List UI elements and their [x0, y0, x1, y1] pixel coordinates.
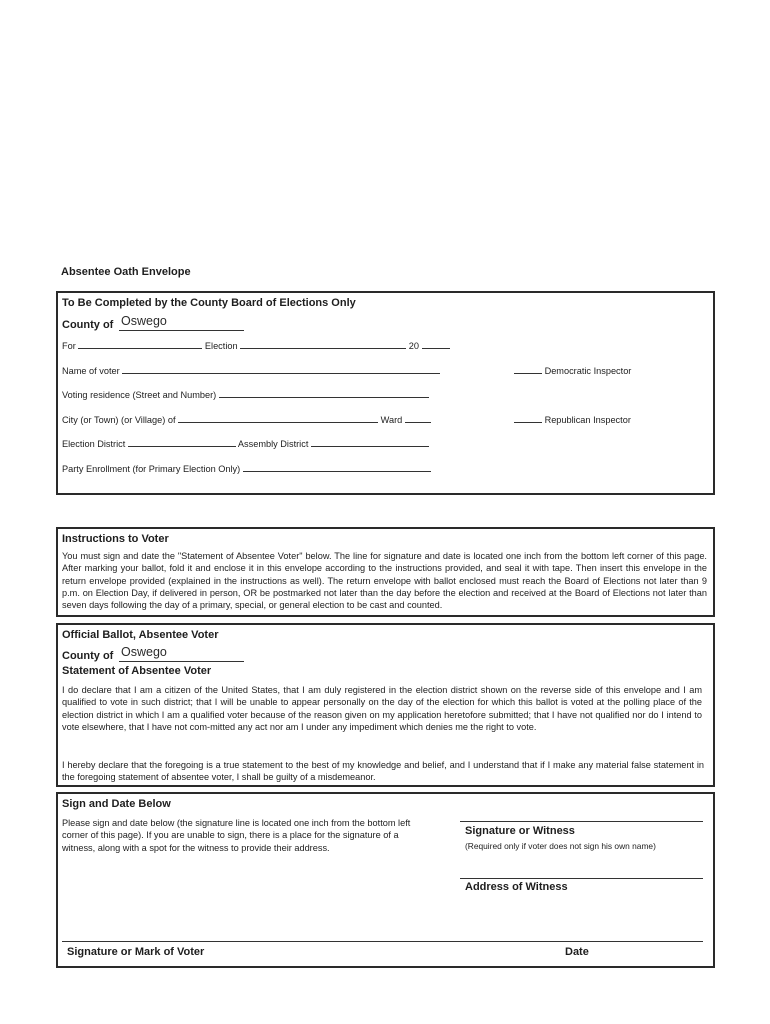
- county-field[interactable]: [119, 314, 244, 331]
- board-section: [56, 291, 715, 495]
- sign-section: [56, 792, 715, 968]
- party-field[interactable]: [243, 461, 431, 472]
- date-label: Date: [565, 946, 589, 958]
- board-heading: To Be Completed by the County Board of Elections Only: [62, 297, 356, 309]
- district-label: Election District: [62, 439, 126, 449]
- ballot-county-label: County of: [62, 650, 114, 662]
- for-label: For: [62, 341, 76, 351]
- residence-field[interactable]: [219, 387, 429, 398]
- instructions-heading: Instructions to Voter: [62, 533, 169, 545]
- witness-signature-line[interactable]: [460, 821, 703, 822]
- ward-label: Ward: [380, 415, 403, 425]
- witness-note: (Required only if voter does not sign his own name): [465, 841, 656, 851]
- address-label: Address of Witness: [465, 881, 568, 893]
- year-field[interactable]: [422, 338, 450, 349]
- residence-row: [62, 387, 429, 400]
- county-value: Oswego: [121, 314, 167, 328]
- sign-body: Please sign and date below (the signature line is located one inch from the bottom left corner of this page). If you are unable to sign, there is a place for the signature of a witness, along with a spot for the witness to provide their address.: [62, 818, 411, 853]
- statement-para-1: I do declare that I am a citizen of the United States, that I am duly registered in the election district shown on the reverse side of this envelope and I am qualified to vote in such district; that I will be unable to appear personally on the day of the election for which this ballot is voted at the polling place of the election district in which I am a qualified voter because of the reason given on my application heretofore submitted; that I have not qualified nor do I intend to vote elsewhere, that I have not com-mitted any act nor am I under any impediment which denies me the right to vote.: [62, 685, 702, 732]
- district-row: [62, 436, 429, 449]
- ballot-section: [56, 623, 715, 787]
- rep-inspector-row: [514, 412, 631, 425]
- name-row: [62, 363, 440, 376]
- for-field[interactable]: [78, 338, 202, 349]
- election-field[interactable]: [240, 338, 406, 349]
- assembly-field[interactable]: [311, 436, 429, 447]
- rep-inspector-label: Republican Inspector: [544, 415, 631, 425]
- party-label: Party Enrollment (for Primary Election Only): [62, 464, 241, 474]
- assembly-label: Assembly District: [237, 439, 309, 449]
- year-prefix: 20: [408, 341, 419, 351]
- residence-label: Voting residence (Street and Number): [62, 390, 217, 400]
- name-label: Name of voter: [62, 366, 120, 376]
- dem-inspector-label: Democratic Inspector: [544, 366, 632, 376]
- witness-address-line[interactable]: [460, 878, 703, 879]
- instructions-body: You must sign and date the "Statement of Absentee Voter" below. The line for signature and date is located one inch from the bottom left corner of this page. After marking your ballot, fold it and enclose it in this envelope according to the instructions provided, and seal it with tape. Then insert this envelope in the return envelope provided (explained in the instructions as well). The return envelope with ballot enclosed must reach the Board of Elections not later than 9 p.m. on Election Day, if delivered in person, OR be postmarked not later than the day before the election and received at the Board of Elections not later than seven days following the day of a primary, special, or general election to be cast and counted.: [62, 551, 707, 611]
- voter-signature-line[interactable]: [62, 941, 703, 942]
- statement-heading: Statement of Absentee Voter: [62, 665, 212, 677]
- ballot-heading: Official Ballot, Absentee Voter: [62, 629, 219, 641]
- city-field[interactable]: [178, 412, 378, 423]
- sign-heading: Sign and Date Below: [62, 798, 171, 810]
- rep-inspector-field[interactable]: [514, 412, 542, 423]
- election-label: Election: [204, 341, 238, 351]
- instructions-section: [56, 527, 715, 617]
- voter-signature-label: Signature or Mark of Voter: [67, 946, 205, 958]
- party-row: [62, 461, 431, 474]
- city-row: [62, 412, 431, 425]
- county-label: County of: [62, 319, 114, 331]
- district-field[interactable]: [128, 436, 236, 447]
- dem-inspector-row: [514, 363, 631, 376]
- page-title: Absentee Oath Envelope: [61, 266, 191, 278]
- witness-label: Signature or Witness: [465, 825, 575, 837]
- ballot-county-value: Oswego: [121, 645, 167, 659]
- ward-field[interactable]: [405, 412, 431, 423]
- dem-inspector-field[interactable]: [514, 363, 542, 374]
- city-label: City (or Town) (or Village) of: [62, 415, 176, 425]
- for-row: [62, 338, 450, 351]
- statement-para-2: I hereby declare that the foregoing is a true statement to the best of my knowledge and belief, and I understand that if I make any material false statement in the foregoing statement of absentee voter, I shall be guilty of a misdemeanor.: [62, 760, 704, 783]
- ballot-county-field[interactable]: [119, 645, 244, 662]
- name-field[interactable]: [122, 363, 440, 374]
